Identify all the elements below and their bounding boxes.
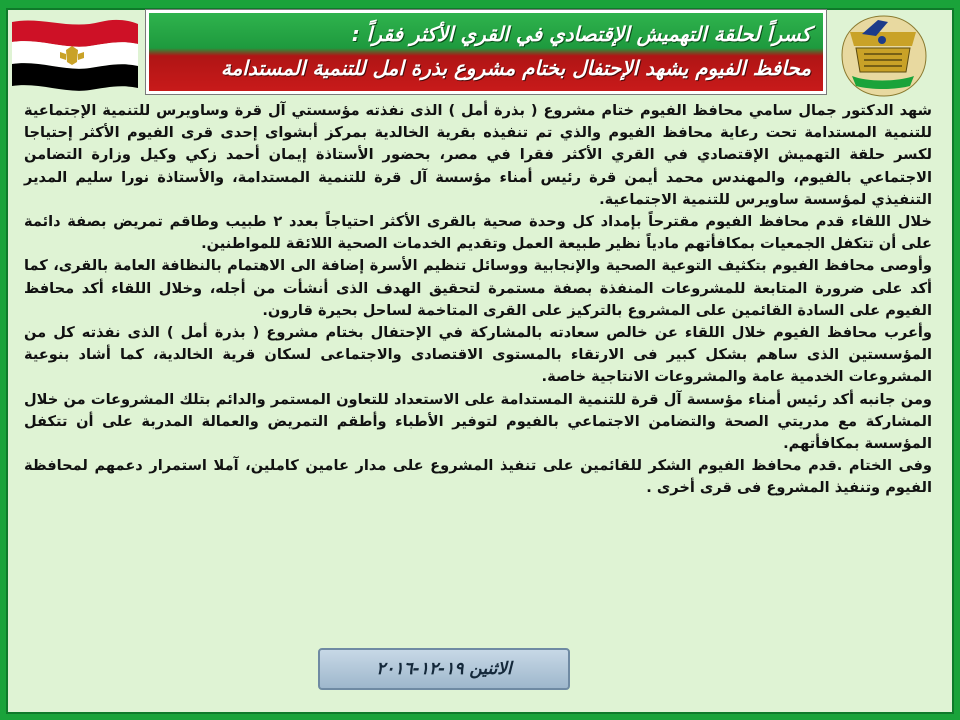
article-paragraph: خلال اللقاء قدم محافظ الفيوم مقترحاً بإمداد كل وحدة صحية بالقرى الأكثر احتياجاً بعدد ٢ طبيب وطاقم تمريض بصفة دائمة على أن تتكفل الجمعيات بمكافأتهم مادياً نظير طبيعة العمل وتقديم الخدمات الصحية اللائقة للمواطنين. [24, 213, 932, 253]
egypt-flag-icon [10, 14, 140, 96]
article-body [24, 100, 932, 500]
article-paragraph: وفى الختام .قدم محافظ الفيوم الشكر للقائمين على تنفيذ المشروع على مدار عامين كاملين، آملا استمرار دعمهم لمحافظة الفيوم وتنفيذ المشروع فى قرى أخرى . [24, 457, 932, 497]
governorate-logo-icon [832, 10, 932, 100]
header-title-line1: كسراً لحلقة التهميش الإقتصادي في القري الأكثر فقراً : [351, 22, 811, 46]
article-paragraph: وأوصى محافظ الفيوم بتكثيف التوعية الصحية والإنجابية ووسائل تنظيم الأسرة إضافة الى الاهتمام بالنظافة العامة بالقرى، كما أكد على ضرورة المتابعة للمشروعات المنفذة بصفة مستمرة لتحقيق الهدف الذى أنشأت من أجله، وخلال اللقاء أكد محافظ الفيوم على السادة القائمين على المشروع بالتركيز على القرى المتاخمة لساحل بحيرة قارون. [24, 257, 932, 319]
article-paragraph: شهد الدكتور جمال سامي محافظ الفيوم ختام مشروع ( بذرة أمل ) الذى نفذته مؤسستي آل قرة وساويرس للتنمية الإجتماعية للتنمية المستدامة تحت رعاية محافظ الفيوم والذي تم تنفيذه بقرية الخالدية بمركز أبشواى إحدى قرى الفيوم الأكثر إحتياجا لكسر حلقة التهميش الإقتصادي في القري الأكثر فقرا في مصر، بحضور الأستاذة إيمان أحمد زكي وكيل وزارة التضامن الاجتماعي بالفيوم، والمهندس محمد أيمن قرة رئيس أمناء مؤسسة آل قرة للتنمية المستدامة، والأستاذة نورا سليم المدير التنفيذي لمؤسسة ساويرس للتنمية الاجتماعية. [24, 102, 932, 208]
header-banner [146, 10, 826, 94]
date-text: الاثنين ١٩-١٢-٢٠١٦ [376, 659, 512, 679]
article-paragraph: ومن جانبه أكد رئيس أمناء مؤسسة آل قرة للتنمية المستدامة على الاستعداد للتعاون المستمر والدائم بتلك المشروعات من خلال المشاركة مع مدريتي الصحة والتضامن الاجتماعي بالفيوم لتوفير الأطباء وأطقم التمريض والعمالة المدربة على أن تتكفل المؤسسة بمكافأتهم. [24, 390, 932, 453]
article-paragraph: وأعرب محافظ الفيوم خلال اللقاء عن خالص سعادته بالمشاركة في الإحتفال بختام مشروع ( بذرة أمل ) الذى نفذته كل من المؤسستين الذى ساهم بشكل كبير فى الارتقاء بالمستوى الاقتصادى والاجتماعى لسكان قرية الخالدية، كما أشاد بنوعية المشروعات الخدمية عامة والمشروعات الانتاجية خاصة. [24, 324, 932, 386]
date-badge [318, 648, 570, 690]
header-title-line2: محافظ الفيوم يشهد الإحتفال بختام مشروع بذرة امل للتنمية المستدامة [220, 56, 811, 80]
